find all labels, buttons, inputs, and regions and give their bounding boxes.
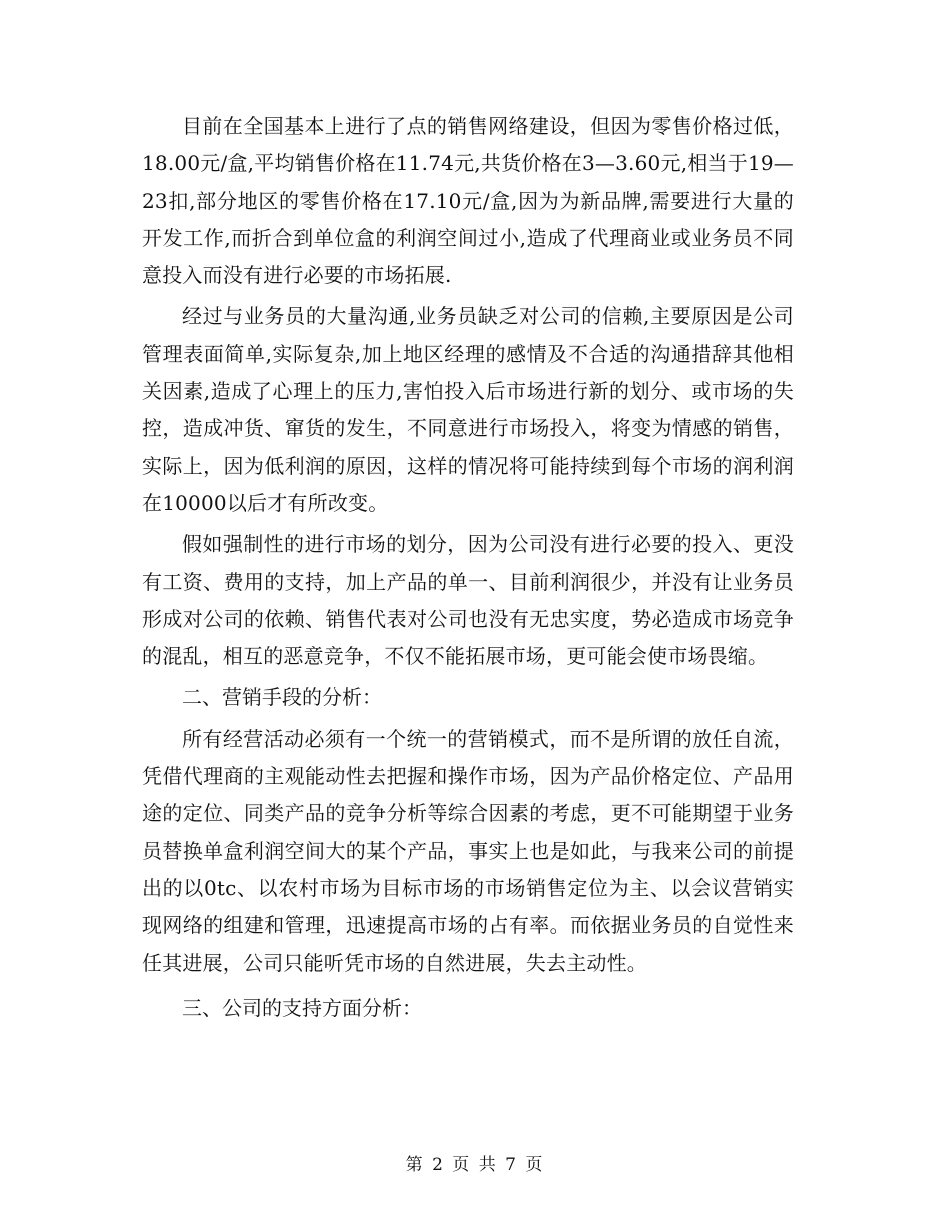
section-heading-support: 三、公司的支持方面分析： bbox=[182, 995, 422, 1020]
section-heading-marketing: 二、营销手段的分析： bbox=[182, 685, 382, 710]
paragraph-marketing-mode: 所有经营活动必须有一个统一的营销模式，而不是所谓的放任自流，凭借代理商的主观能动性去把握和操作市场，因为产品价格定位、产品用途的定位、同类产品的竞争分析等综合因素的考虑，更不可能期望于业务员替换单盒利润空间大的某个产品，事实上也是如此，与我来公司的前提出的以0tc、以农村市场为目标市场的市场销售定位为主、以会议营销实现网络的组建和管理，迅速提高市场的占有率。而依据业务员的自觉性来任其进展，公司只能听凭市场的自然进展，失去主动性。 bbox=[142, 726, 794, 975]
page-number-footer: 第 2 页 共 7 页 bbox=[405, 1155, 545, 1175]
paragraph-market-division: 假如强制性的进行市场的划分，因为公司没有进行必要的投入、更没有工资、费用的支持，加上产品的单一、目前利润很少，并没有让业务员形成对公司的依赖、销售代表对公司也没有无忠实度，势必造成市场竞争的混乱，相互的恶意竞争，不仅不能拓展市场，更可能会使市场畏缩。 bbox=[142, 532, 794, 669]
paragraph-retail-price: 目前在全国基本上进行了点的销售网络建设，但因为零售价格过低，18.00元/盒,平均销售价格在11.74元,共货价格在3—3.60元,相当于19—23扣,部分地区的零售价格在17.10元/盒,因为为新品牌,需要进行大量的开发工作,而折合到单位盒的利润空间过小,造成了代理商业或业务员不同意投入而没有进行必要的市场拓展. bbox=[142, 114, 794, 288]
paragraph-salesman-trust: 经过与业务员的大量沟通,业务员缺乏对公司的信赖,主要原因是公司管理表面简单,实际复杂,加上地区经理的感情及不合适的沟通措辞其他相关因素,造成了心理上的压力,害怕投入后市场进行新的划分、或市场的失控，造成冲货、窜货的发生，不同意进行市场投入，将变为情感的销售，实际上，因为低利润的原因，这样的情况将可能持续到每个市场的润利润在10000以后才有所改变。 bbox=[142, 304, 794, 515]
document-body bbox=[142, 108, 794, 1031]
